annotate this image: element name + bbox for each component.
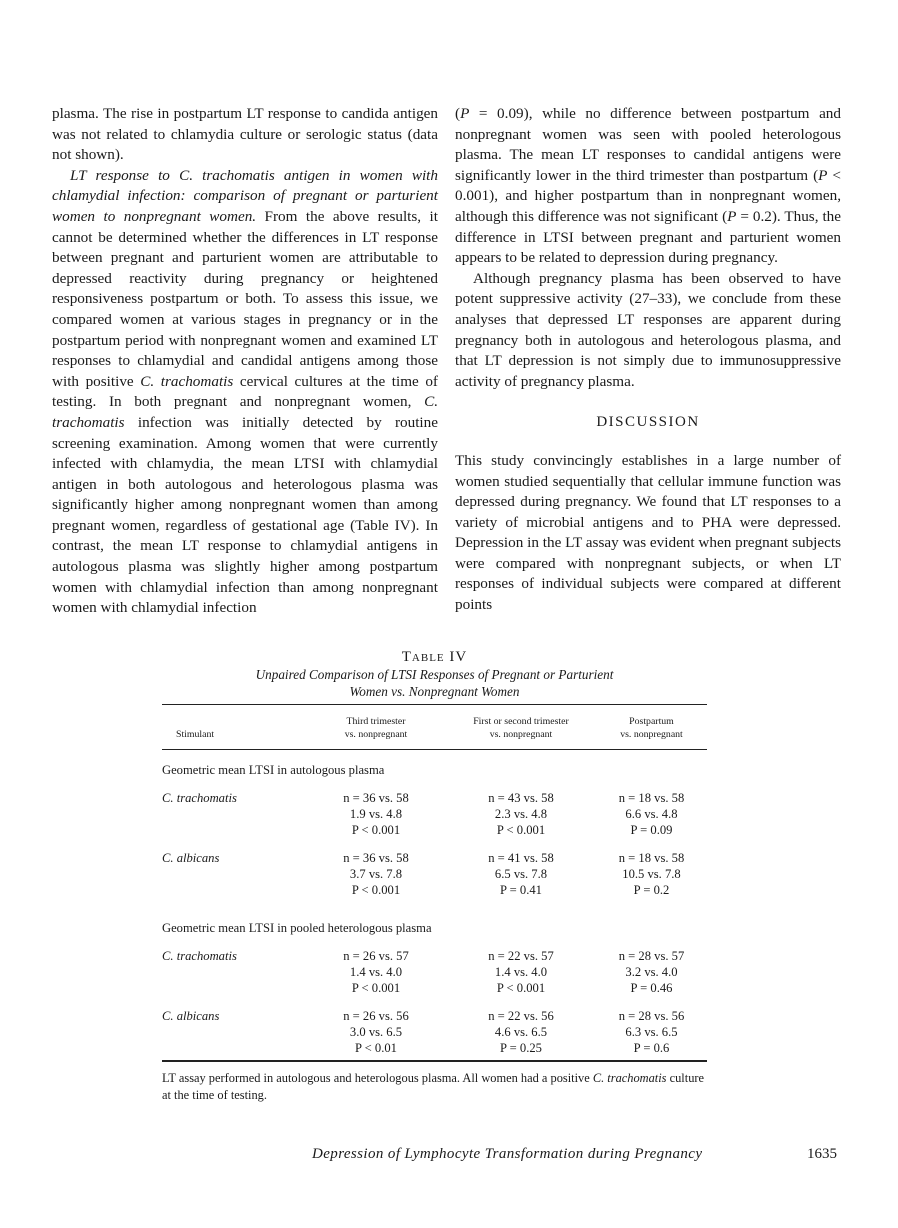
table-row: C. trachomatis n = 26 vs. 57 1.4 vs. 4.0 P < 0.001 n = 22 vs. 57 1.4 vs. 4.0 P < 0.001 n = 28 vs. 57 3.2 vs. 4.0 P = 0.46: [162, 949, 685, 995]
table-row: C. albicans n = 26 vs. 56 3.0 vs. 6.5 P < 0.01 n = 22 vs. 56 4.6 vs. 6.5 P = 0.25 n = 28 vs. 56 6.3 vs. 6.5 P = 0.6: [162, 1009, 685, 1055]
paragraph: Although pregnancy plasma has been observed to have potent suppressive activity (27–33), we conclude from these analyses that depressed LT responses are apparent during pregnancy both in autologous and heterologous plasma, and that LT depression is not simply due to immunosuppressive activity of pregnancy plasma.: [455, 269, 841, 390]
running-title: Depression of Lymphocyte Transformation during Pregnancy: [312, 1146, 703, 1162]
table-row: C. albicans n = 36 vs. 58 3.7 vs. 7.8 P < 0.001 n = 41 vs. 58 6.5 vs. 7.8 P = 0.41 n = 18 vs. 58 10.5 vs. 7.8 P = 0.2: [162, 851, 685, 897]
paragraph: This study convincingly establishes in a large number of women studied sequentially that cellular immune function was depressed during pregnancy. We found that LT responses to a variety of microbial antigens and to PHA were depressed. Depression in the LT assay was evident when pregnant subjects were compared with nonpregnant subjects, or when LT responses of individual subjects were compared at different points: [455, 451, 841, 614]
page-number: 1635: [807, 1146, 837, 1162]
section-heading: DISCUSSION: [596, 414, 700, 431]
table-body: [162, 750, 707, 1057]
table-spacer: [162, 838, 707, 850]
table-footnote: LT assay performed in autologous and heterologous plasma. All women had a positive C. trachomatis culture at the time of testing.: [162, 1071, 705, 1102]
table-header-row: [162, 705, 707, 750]
table-label: Table IV: [401, 649, 468, 665]
left-text-column: [52, 104, 438, 619]
header-third-trimester: Third trimester vs. nonpregnant: [344, 716, 408, 740]
table-iv: [162, 648, 707, 1062]
table-caption-line: Unpaired Comparison of LTSI Responses of Pregnant or Parturient: [255, 667, 614, 682]
right-text-column: [455, 104, 841, 616]
header-stimulant: Stimulant: [176, 729, 215, 740]
paragraph: (P = 0.09), while no difference between postpartum and nonpregnant women was seen with pooled heterologous plasma. The mean LT responses to candidal antigens were significantly lower in the third trimester than postpartum (P < 0.001), and higher postpartum than in nonpregnant women, although this difference was not significant (P = 0.2). Thus, the difference in LTSI between pregnant and parturient women appears to be related to depression during pregnancy.: [455, 105, 841, 267]
paragraph: LT response to C. trachomatis antigen in women with chlamydial infection: comparison of pregnant or parturient women to nonpregnant women. From the above results, it cannot be determined whether the differences in LT response between pregnant and parturient women are attributable to depressed reactivity during pregnancy or heightened responsiveness postpartum or both. To assess this issue, we compared women at various stages in pregnancy or in the postpartum period with nonpregnant women and examined LT responses to chlamydial and candidal antigens among those with positive C. trachomatis cervical cultures at the time of testing. In both pregnant and nonpregnant women, C. trachomatis infection was initially detected by routine screening examination. Among women that were currently infected with chlamydia, the mean LTSI with chlamydial antigen in both autologous and heterologous plasma was significantly higher among nonpregnant women than among pregnant women, regardless of gestational age (Table IV). In contrast, the mean LT response to chlamydial antigens in autologous plasma was slightly higher among postpartum women with chlamydial infection than among nonpregnant women with chlamydial infection: [52, 166, 438, 617]
run-in-heading: LT response to C. trachomatis antigen in women with chlamydial infection: comparison of pregnant or parturient women to nonpregnant women.: [52, 166, 438, 225]
page-footer: [312, 1146, 837, 1163]
header-postpartum: Postpartum vs. nonpregnant: [620, 716, 683, 740]
table-section-row: Geometric mean LTSI in autologous plasma: [162, 763, 385, 777]
header-first-second-trimester: First or second trimester vs. nonpregnant: [473, 716, 569, 740]
table-section-row: Geometric mean LTSI in pooled heterologous plasma: [162, 921, 432, 935]
table-spacer: [162, 996, 707, 1008]
table-bottom-rule: [162, 1060, 707, 1062]
data-table: [162, 705, 707, 1056]
table-row: C. trachomatis n = 36 vs. 58 1.9 vs. 4.8 P < 0.001 n = 43 vs. 58 2.3 vs. 4.8 P < 0.001 n = 18 vs. 58 6.6 vs. 4.8 P = 0.09: [162, 791, 685, 837]
table-caption-line: Women vs. Nonpregnant Women: [349, 684, 520, 699]
paragraph: plasma. The rise in postpartum LT response to candida antigen was not related to chlamydia culture or serologic status (data not shown).: [52, 105, 438, 164]
